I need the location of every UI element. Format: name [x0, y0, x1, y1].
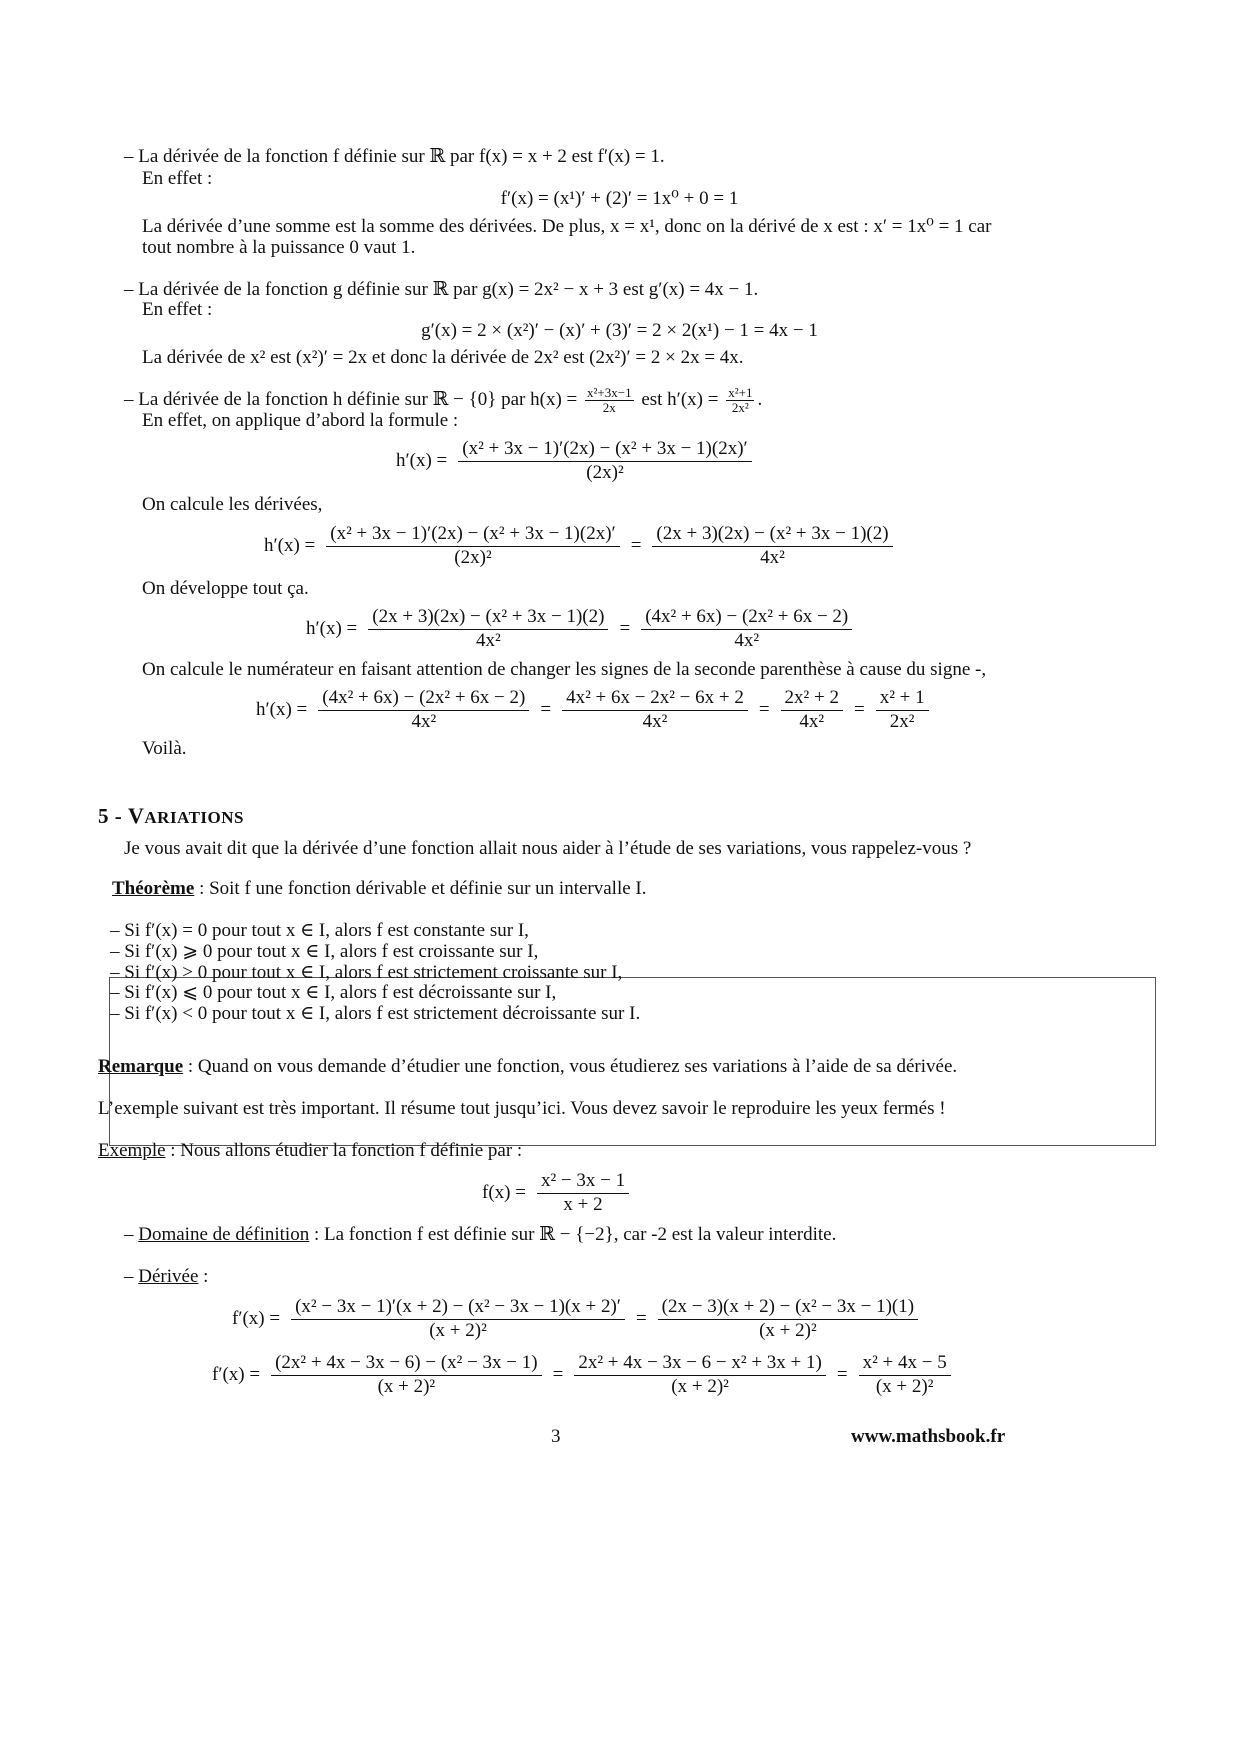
item-f-intro: – La dérivée de la fonction f définie sur ℝ par f(x) = x + 2 est f′(x) = 1.	[124, 146, 665, 167]
item-f-explanation-2: tout nombre à la puissance 0 vaut 1.	[142, 237, 416, 258]
on-calcule-derivees: On calcule les dérivées,	[142, 494, 323, 515]
h-step-2: h′(x) = $\frac{\text{(2x + 3)(2x) − (x² + 3x − 1)(2)}}{\text{4x²}}$ = $\frac{\text{(4x² + 6x) − (2x² + 6x − 2)}}{\text{4x²}}$	[306, 606, 855, 653]
voila: Voilà.	[142, 738, 187, 759]
h-prime-fraction: $\frac{\text{x²+1}}{\text{2x²}}$	[728, 385, 753, 416]
h-step-3: h′(x) = $\frac{\text{(4x² + 6x) − (2x² + 6x − 2)}}{\text{4x²}}$ = $\frac{\text{4x² + 6x − 2x² − 6x + 2}}{\text{4x²}}$ = $\frac{\text{2x² + 2}}{\text{4x²}}$ = $\frac{\text{x² + 1}}{\text{2x²}}$	[256, 687, 932, 734]
item-h-en-effet: En effet, on applique d’abord la formule :	[142, 410, 459, 431]
theorem-item: – Si f′(x) ⩾ 0 pour tout x ∈ I, alors f est croissante sur I,	[110, 941, 539, 962]
exemple-label: Exemple	[98, 1140, 166, 1161]
item-f-en-effet: En effet :	[142, 168, 213, 189]
theorem-statement: Théorème : Soit f une fonction dérivable et définie sur un intervalle I.	[112, 878, 647, 899]
remarque-label: Remarque	[98, 1056, 184, 1077]
item-f-equation: f′(x) = (x¹)′ + (2)′ = 1x⁰ + 0 = 1	[500, 188, 739, 209]
page-number: 3	[551, 1426, 561, 1447]
h-fraction: $\frac{\text{x²+3x−1}}{2x}$	[587, 385, 632, 416]
website-link[interactable]: www.mathsbook.fr	[851, 1426, 1006, 1447]
item-g-equation: g′(x) = 2 × (x²)′ − (x)′ + (3)′ = 2 × 2(x¹) − 1 = 4x − 1	[421, 320, 818, 341]
section-heading: 5 - VARIATIONS	[98, 803, 244, 828]
derivee-step-1: f′(x) = $\frac{\text{(x² − 3x − 1)′(x + 2) − (x² − 3x − 1)(x + 2)′}}{\text{(x + 2)²}}$ = $\frac{\text{(2x − 3)(x + 2) − (x² − 3x − 1)(1)}}{\text{(x + 2)²}}$	[232, 1296, 921, 1343]
h-step-1: h′(x) = $\frac{\text{(x² + 3x − 1)′(2x) − (x² + 3x − 1)(2x)′}}{\text{(2x)²}}$ = $\frac{\text{(2x + 3)(2x) − (x² + 3x − 1)(2)}}{\text{4x²}}$	[264, 523, 896, 570]
item-f-explanation-1: La dérivée d’une somme est la somme des dérivées. De plus, x = x¹, donc on la dérivé de x est : x′ = 1x⁰ = 1 car	[142, 216, 992, 237]
on-developpe: On développe tout ça.	[142, 578, 309, 599]
exemple-intro: Exemple : Nous allons étudier la fonction f définie par :	[98, 1140, 523, 1161]
remarque: Remarque : Quand on vous demande d’étudier une fonction, vous étudierez ses variations à l’aide de sa dérivée.	[98, 1056, 958, 1077]
important-note: L’exemple suivant est très important. Il résume tout jusqu’ici. Vous devez savoir le reproduire les yeux fermés !	[98, 1098, 946, 1119]
derivee-label: Dérivée	[138, 1266, 199, 1287]
theorem-label: Théorème	[112, 878, 195, 899]
item-h-intro: – La dérivée de la fonction h définie sur ℝ − {0} par h(x) = $\frac{\text{x²+3x−1}}{2x}$ est h′(x) = $\frac{\text{x²+1}}{\text{2x²}}$ .	[124, 385, 763, 416]
derivee-heading: – Dérivée :	[124, 1266, 209, 1287]
numerateur-note: On calcule le numérateur en faisant attention de changer les signes de la seconde parenthèse à cause du signe -,	[142, 659, 987, 680]
item-g-intro: – La dérivée de la fonction g définie sur ℝ par g(x) = 2x² − x + 3 est g′(x) = 4x − 1.	[124, 279, 759, 300]
theorem-item: – Si f′(x) < 0 pour tout x ∈ I, alors f est strictement décroissante sur I.	[110, 1003, 641, 1024]
domaine-label: Domaine de définition	[138, 1224, 310, 1245]
h-formula: h′(x) = $\frac{\text{(x² + 3x − 1)′(2x) − (x² + 3x − 1)(2x)′}}{\text{(2x)²}}$	[396, 438, 755, 485]
theorem-item: – Si f′(x) > 0 pour tout x ∈ I, alors f est strictement croissante sur I,	[110, 962, 623, 983]
section-intro: Je vous avait dit que la dérivée d’une fonction allait nous aider à l’étude de ses variations, vous rappelez-vous ?	[124, 838, 972, 859]
item-g-explanation: La dérivée de x² est (x²)′ = 2x et donc la dérivée de 2x² est (2x²)′ = 2 × 2x = 4x.	[142, 347, 744, 368]
theorem-item: – Si f′(x) ⩽ 0 pour tout x ∈ I, alors f est décroissante sur I,	[110, 982, 557, 1003]
item-g-en-effet: En effet :	[142, 299, 213, 320]
domaine-definition: – Domaine de définition : La fonction f est définie sur ℝ − {−2}, car -2 est la valeur interdite.	[124, 1224, 837, 1245]
exemple-function: f(x) = $\frac{\text{x² − 3x − 1}}{x + 2}$	[482, 1170, 632, 1217]
derivee-step-2: f′(x) = $\frac{\text{(2x² + 4x − 3x − 6) − (x² − 3x − 1)}}{\text{(x + 2)²}}$ = $\frac{\text{2x² + 4x − 3x − 6 − x² + 3x + 1)}}{\text{(x + 2)²}}$ = $\frac{\text{x² + 4x − 5}}{\text{(x + 2)²}}$	[212, 1352, 954, 1399]
theorem-item: – Si f′(x) = 0 pour tout x ∈ I, alors f est constante sur I,	[110, 920, 529, 941]
